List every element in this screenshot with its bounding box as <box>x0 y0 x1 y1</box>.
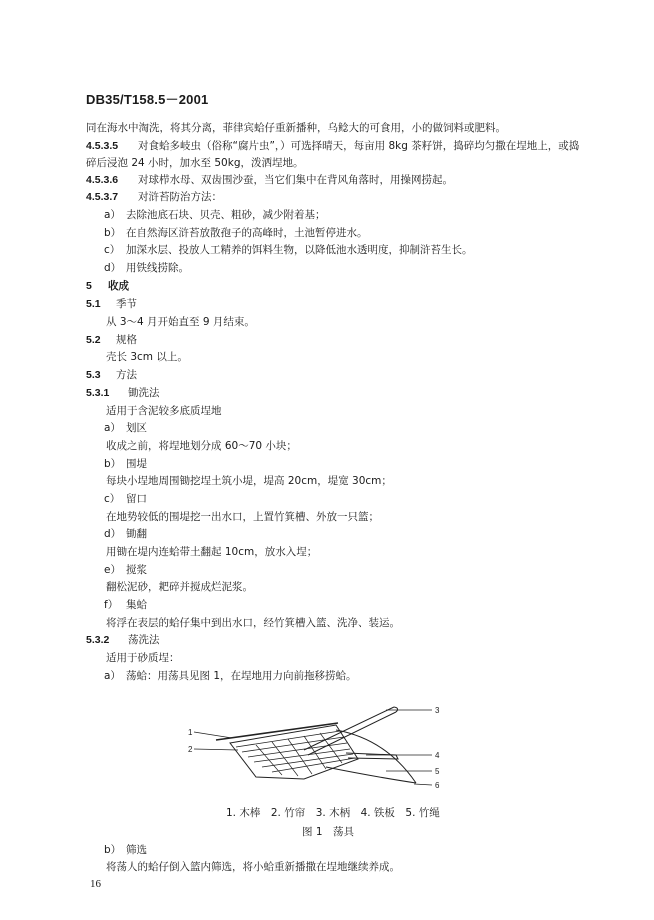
list-item: b） 围堤 <box>104 458 147 470</box>
figure-caption: 图 1 荡具 <box>302 826 355 838</box>
clause-4-5-3-6: 4.5.3.6 对球栉水母、双齿围沙蚕，当它们集中在背风角落时，用操网捞起。 <box>86 174 453 186</box>
figure-label-1: 1 <box>188 728 193 737</box>
text-line: 在地势较低的围堤挖一出水口，上置竹箕槽、外放一只篮； <box>106 511 379 523</box>
figure-label-5: 5 <box>435 767 440 776</box>
figure-label-6: 6 <box>435 781 440 790</box>
text-line: 适用于含泥较多底质埕地 <box>106 405 222 417</box>
list-item: a） 荡蛤：用荡具见图 1，在埕地用力向前拖移捞蛤。 <box>104 670 357 682</box>
clause-4-5-3-5: 4.5.3.5 对食蛤多岐虫（俗称“腐片虫”，）可选择晴天，每亩用 8kg 茶籽饼，捣碎均匀撒在埕地上，或捣 <box>86 140 580 152</box>
text-line: 每块小埕地周围锄挖埕土筑小堤，堤高 20cm，堤宽 30cm； <box>106 475 392 487</box>
list-item: c） 留口 <box>104 493 147 505</box>
figure-label-2: 2 <box>188 745 193 754</box>
clause-4-5-3-7: 4.5.3.7 对浒苔防治方法： <box>86 191 222 203</box>
text-line: 同在海水中淘洗，将其分离，菲律宾蛤仔重新播种，乌鲶大的可食用，小的做饲料或肥料。 <box>86 122 506 134</box>
figure-legend: 1. 木棒 2. 竹帘 3. 木柄 4. 铁板 5. 竹绳 <box>226 807 440 819</box>
text-line: 从 3～4 月开始直至 9 月结束。 <box>106 316 255 328</box>
list-item: f） 集蛤 <box>104 599 147 611</box>
text-line: 壳长 3cm 以上。 <box>106 351 188 363</box>
list-item: a） 划区 <box>104 422 147 434</box>
rake-tool-figure <box>186 695 446 800</box>
text-line: 将浮在表层的蛤仔集中到出水口，经竹箕槽入篮、洗净、装运。 <box>106 617 400 629</box>
figure-label-3: 3 <box>435 706 440 715</box>
list-item: e） 搅浆 <box>104 564 147 576</box>
section-5-3-1-heading: 5.3.1 锄洗法 <box>86 387 160 399</box>
text-line: 用锄在堤内连蛤带土翻起 10cm，放水入埕； <box>106 546 318 558</box>
section-5-1-heading: 5.1 季节 <box>86 298 137 310</box>
section-5-3-heading: 5.3 方法 <box>86 369 137 381</box>
section-5-2-heading: 5.2 规格 <box>86 334 137 346</box>
figure-label-4: 4 <box>435 751 440 760</box>
text-line: 翻松泥砂，耙碎并搅成烂泥浆。 <box>106 581 253 593</box>
text-line: 收成之前，将埕地划分成 60～70 小块； <box>106 440 297 452</box>
list-item: b） 筛选 <box>104 844 147 856</box>
list-item: b） 在自然海区浒苔放散孢子的高峰时，土池暂停进水。 <box>104 227 368 239</box>
list-item: d） 用铁线捞除。 <box>104 262 189 274</box>
list-item: d） 锄翻 <box>104 528 147 540</box>
list-item: c） 加深水层、投放人工精养的饵料生物，以降低池水透明度，抑制浒苔生长。 <box>104 244 473 256</box>
standard-code-header: DB35/T158.5－2001 <box>86 92 209 107</box>
text-line: 将荡人的蛤仔倒入篮内筛选，将小蛤重新播撒在埕地继续养成。 <box>106 861 400 873</box>
section-5-heading: 5 收成 <box>86 280 129 292</box>
text-line: 适用于砂质埕： <box>106 652 180 664</box>
section-5-3-2-heading: 5.3.2 荡洗法 <box>86 634 160 646</box>
text-line: 碎后浸泡 24 小时，加水至 50kg，泼洒埕地。 <box>86 157 304 169</box>
page-number: 16 <box>90 878 101 890</box>
list-item: a） 去除池底石块、贝壳、粗砂，减少附着基； <box>104 209 326 221</box>
